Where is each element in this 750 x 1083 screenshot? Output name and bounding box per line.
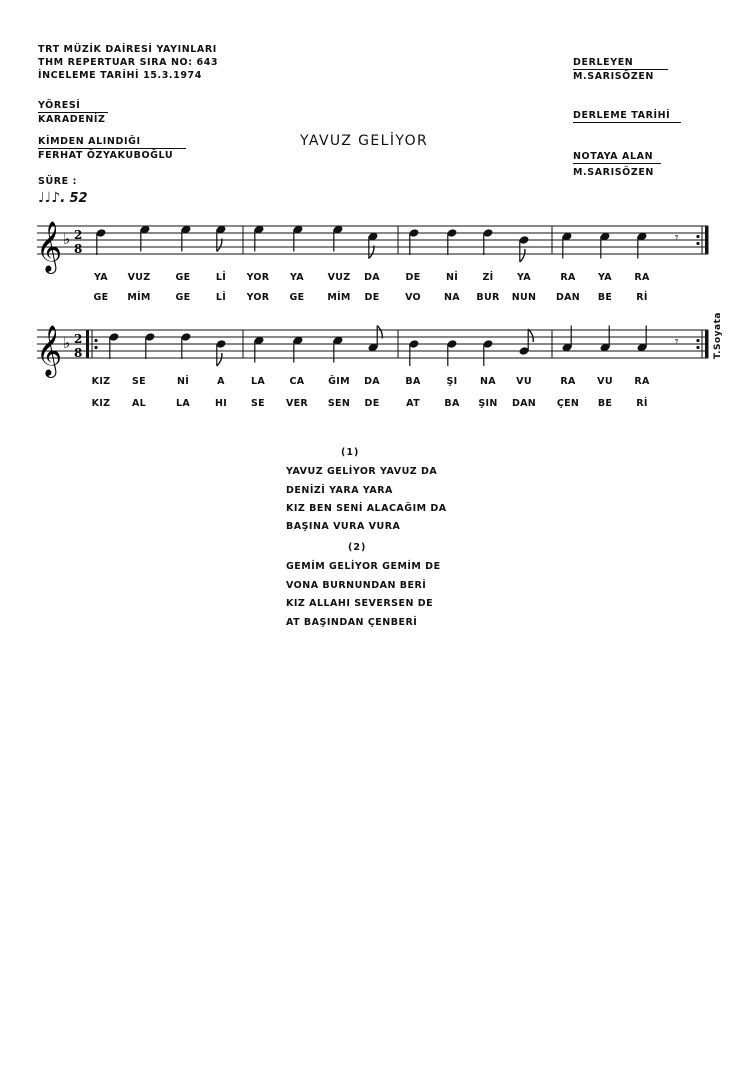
lyric-syllable: YA xyxy=(598,272,612,283)
lyric-syllable: A xyxy=(217,376,225,387)
lyric-syllable: Lİ xyxy=(215,292,227,303)
lyric-syllable: VUZ xyxy=(127,272,151,283)
treble-clef-icon: 𝄞 xyxy=(36,221,63,272)
lyric-syllable: Lİ xyxy=(215,272,227,283)
verse-2-line-4: AT BAŞINDAN ÇENBERİ xyxy=(286,617,418,628)
source-value: FERHAT ÖZYAKUBOĞLU xyxy=(38,150,174,161)
lyric-syllable: ÇEN xyxy=(556,398,580,409)
lyric-syllable: BA xyxy=(444,398,460,409)
lyric-syllable: ĞIM xyxy=(328,376,350,387)
flat-sign-icon: ♭ xyxy=(63,334,71,352)
lyric-syllable: YOR xyxy=(246,292,270,303)
repeat-dot xyxy=(696,235,699,238)
lyric-syllable: KIZ xyxy=(91,398,111,409)
repeat-dot xyxy=(94,339,97,342)
note-flag xyxy=(528,329,533,342)
side-note: T.Soyata xyxy=(713,312,723,360)
lyric-syllable: CA xyxy=(289,376,305,387)
note-flag xyxy=(520,249,525,262)
header-line-2: THM REPERTUAR SIRA NO: 643 xyxy=(38,57,219,68)
lyric-syllable: DE xyxy=(405,272,421,283)
lyric-syllable: BE xyxy=(597,292,613,303)
verse-2-line-1: GEMİM GELİYOR GEMİM DE xyxy=(286,561,441,572)
lyric-syllable: Nİ xyxy=(176,376,190,387)
lyric-syllable: BE xyxy=(597,398,613,409)
header-line-3: İNCELEME TARİHİ 15.3.1974 xyxy=(38,70,202,81)
tempo-marking xyxy=(38,190,88,206)
lyric-syllable: Rİ xyxy=(636,292,648,303)
verse-2-number: (2) xyxy=(348,542,367,553)
lyric-syllable: GE xyxy=(289,292,305,303)
note-flag xyxy=(217,353,222,366)
verse-1-line-3: KIZ BEN SENİ ALACAĞIM DA xyxy=(286,503,447,514)
flat-sign-icon: ♭ xyxy=(63,230,71,248)
repeat-thick-bar xyxy=(705,226,709,254)
time-signature-top: 2 xyxy=(74,228,83,242)
lyric-syllable: YA xyxy=(94,272,108,283)
duration-label: SÜRE : xyxy=(38,176,78,187)
lyric-syllable: GE xyxy=(93,292,109,303)
lyric-syllable: ŞI xyxy=(446,376,458,387)
lyric-syllable: DAN xyxy=(511,398,537,409)
lyric-syllable: GE xyxy=(175,272,191,283)
repeat-dot xyxy=(696,242,699,245)
lyric-syllable: DAN xyxy=(555,292,581,303)
lyric-syllable: SE xyxy=(132,376,146,387)
lyric-syllable: DE xyxy=(364,398,380,409)
verse-1-line-2: DENİZİ YARA YARA xyxy=(286,485,393,496)
lyric-syllable: YA xyxy=(290,272,304,283)
repeat-dot xyxy=(696,339,699,342)
verse-1-line-4: BAŞINA VURA VURA xyxy=(286,521,401,532)
eighth-rest-icon: 𝄾 xyxy=(675,230,679,246)
lyric-syllable: VU xyxy=(516,376,532,387)
repeat-thick-bar xyxy=(86,330,89,358)
lyric-syllable: MİM xyxy=(327,292,351,303)
lyric-syllable: NA xyxy=(444,292,460,303)
notation-value: M.SARISÖZEN xyxy=(573,167,654,178)
repeat-dot xyxy=(696,346,699,349)
tempo-value: 52 xyxy=(69,191,88,206)
lyric-syllable: GE xyxy=(175,292,191,303)
lyric-syllable: RA xyxy=(634,376,650,387)
lyric-syllable: NUN xyxy=(511,292,537,303)
time-signature-bottom: 8 xyxy=(74,346,83,360)
region-value: KARADENİZ xyxy=(38,114,106,125)
song-title: YAVUZ GELİYOR xyxy=(300,133,429,149)
lyric-syllable: ŞIN xyxy=(478,398,498,409)
lyric-syllable: RA xyxy=(560,272,576,283)
lyric-syllable: VER xyxy=(285,398,309,409)
compiler-label: DERLEYEN xyxy=(573,57,668,70)
lyric-syllable: LA xyxy=(175,398,191,409)
time-signature-top: 2 xyxy=(74,332,83,346)
lyric-syllable: NA xyxy=(480,376,496,387)
lyric-syllable: BA xyxy=(405,376,421,387)
verse-1-number: (1) xyxy=(341,447,360,458)
notation-label: NOTAYA ALAN xyxy=(573,151,661,164)
repeat-thick-bar xyxy=(705,330,709,358)
time-signature-bottom: 8 xyxy=(74,242,83,256)
lyric-syllable: SEN xyxy=(327,398,351,409)
compile-date-label: DERLEME TARİHİ xyxy=(573,110,681,123)
treble-clef-icon: 𝄞 xyxy=(36,325,63,376)
source-label: KİMDEN ALINDIĞI xyxy=(38,136,186,149)
note-symbol-icon: ♩♩♪. xyxy=(38,190,66,206)
lyric-syllable: VO xyxy=(405,292,421,303)
lyric-syllable: VUZ xyxy=(327,272,351,283)
lyric-syllable: YA xyxy=(517,272,531,283)
verse-1-line-1: YAVUZ GELİYOR YAVUZ DA xyxy=(286,466,438,477)
lyric-syllable: RA xyxy=(634,272,650,283)
lyric-syllable: SE xyxy=(251,398,265,409)
eighth-rest-icon: 𝄾 xyxy=(675,334,679,350)
lyric-syllable: AT xyxy=(406,398,420,409)
verse-2-line-3: KIZ ALLAHI SEVERSEN DE xyxy=(286,598,434,609)
lyric-syllable: DE xyxy=(364,292,380,303)
repeat-dot xyxy=(94,346,97,349)
verse-2-line-2: VONA BURNUNDAN BERİ xyxy=(286,580,427,591)
lyric-syllable: MİM xyxy=(127,292,151,303)
lyric-syllable: BUR xyxy=(476,292,500,303)
lyric-syllable: YOR xyxy=(246,272,270,283)
lyric-syllable: Nİ xyxy=(445,272,459,283)
lyric-syllable: RA xyxy=(560,376,576,387)
lyric-syllable: AL xyxy=(131,398,147,409)
lyric-syllable: DA xyxy=(364,376,380,387)
header-line-1: TRT MÜZİK DAİRESİ YAYINLARI xyxy=(38,44,217,55)
region-label: YÖRESİ xyxy=(38,100,108,113)
lyric-syllable: Rİ xyxy=(636,398,648,409)
compiler-value: M.SARISÖZEN xyxy=(573,71,654,82)
lyric-syllable: KIZ xyxy=(91,376,111,387)
lyric-syllable: VU xyxy=(597,376,613,387)
lyric-syllable: LA xyxy=(250,376,266,387)
lyric-syllable: Zİ xyxy=(482,272,494,283)
lyric-syllable: DA xyxy=(364,272,380,283)
lyric-syllable: HI xyxy=(214,398,228,409)
